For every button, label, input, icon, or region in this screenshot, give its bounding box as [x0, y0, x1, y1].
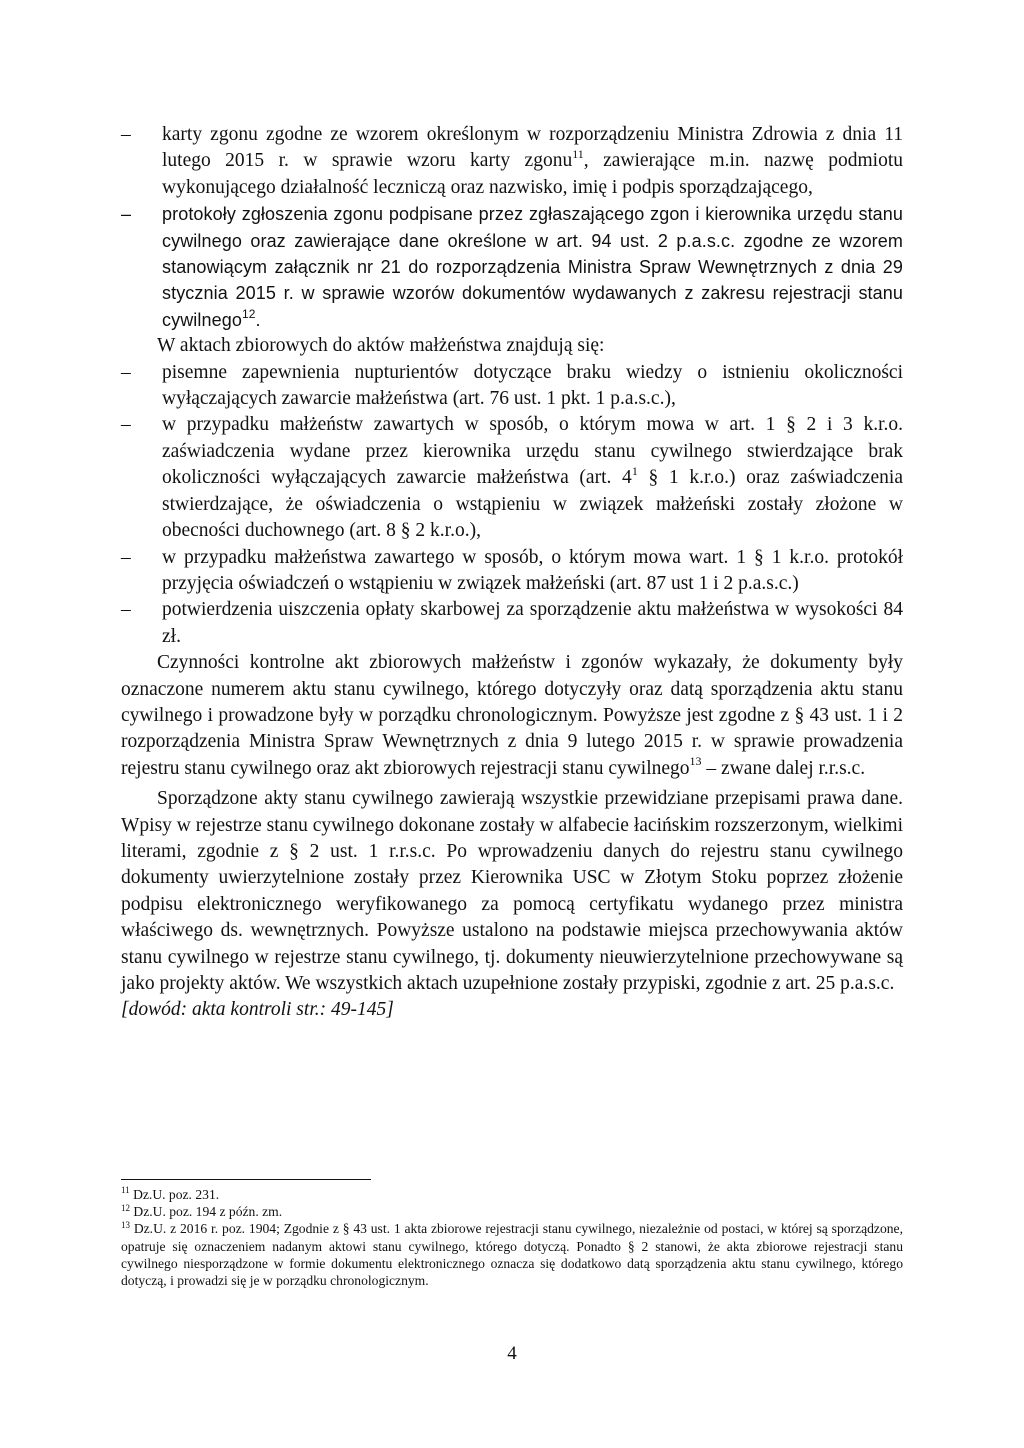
paragraph-text: Czynności kontrolne akt zbiorowych małżeństw i zgonów wykazały, że dokumenty były oznaczone numerem aktu stanu cywilnego, którego dotyczyły oraz datą sporządzenia aktu stanu cywilnego i prowadzone były w porządku chronologicznym. Powyższe jest zgodne z § 43 ust. 1 i 2 rozporządzenia Ministra Spraw Wewnętrznych z dnia 9 lutego 2015 r. w sprawie prowadzenia rejestru stanu cywilnego oraz akt zbiorowych rejestracji stanu cywilnego — [121, 652, 903, 779]
footnote-text: Dz.U. z 2016 r. poz. 1904; Zgodnie z § 43 ust. 1 akta zbiorowe rejestracji stanu cywilnego, niezależnie od postaci, w której są sporządzone, opatruje się oznaczeniem nadanym aktowi stanu cywilnego, którego dotyczą. Ponadto § 2 stanowi, że akta zbiorowe rejestracji stanu cywilnego niesporządzone w formie dokumentu elektronicznego oznacza się dodatkowo datą sporządzenia aktu stanu cywilnego, którego dotyczą, i prowadzi się je w porządku chronologicznym. — [121, 1221, 903, 1289]
list-dash: – — [121, 204, 132, 225]
list-item-stamp-duty — [121, 597, 903, 650]
footnote-number: 11 — [121, 1185, 130, 1196]
paragraph-text-cont: – zwane dalej r.r.s.c. — [701, 757, 866, 779]
footnote-ref-13[interactable]: 13 — [689, 754, 702, 769]
footnote-separator — [121, 1179, 371, 1180]
list-item-text: karty zgonu zgodne ze wzorem określonym w rozporządzeniu Ministra Zdrowia z dnia 11 lutego 2015 r. w sprawie wzoru karty zgonu — [162, 124, 903, 172]
footnote-ref-11[interactable]: 11 — [572, 146, 584, 161]
list-item-text: w przypadku małżeństw zawartych w sposób, o którym mowa w art. 1 § 2 i 3 k.r.o. zaświadczenia wydane przez kierownika urzędu stanu cywilnego stwierdzające brak okoliczności wyłączających zawarcie małżeństwa (art. 4 — [162, 414, 903, 489]
footnote-text: Dz.U. poz. 231. — [129, 1187, 220, 1202]
footnote-12 — [121, 1203, 903, 1220]
list-dash: – — [121, 124, 131, 145]
footnote-ref-12[interactable]: 12 — [241, 306, 256, 321]
list-item-text-cont: . — [255, 309, 261, 330]
list-item-death-card — [121, 122, 903, 201]
list-item-text-cont: , zawierające m.in. nazwę podmiotu wykonującego działalność leczniczą oraz nazwisko, imię i podpis sporządzającego, — [162, 150, 903, 198]
footnote-11 — [121, 1186, 903, 1203]
list-item-text: w przypadku małżeństwa zawartego w sposób, o którym mowa wart. 1 § 1 k.r.o. protokół przyjęcia oświadczeń o wstąpieniu w związek małżeński (art. 87 ust 1 i 2 p.a.s.c.) — [162, 546, 903, 594]
list-dash: – — [121, 546, 131, 568]
list-item-text: potwierdzenia uiszczenia opłaty skarbowej za sporządzenie aktu małżeństwa w wysokości 84 zł. — [162, 599, 903, 647]
list-item-protocol — [121, 545, 903, 598]
list-item-text: pisemne zapewnienia nupturientów dotyczące braku wiedzy o istnieniu okoliczności wyłączających zawarcie małżeństwa (art. 76 ust. 1 pkt. 1 p.a.s.c.), — [162, 361, 903, 410]
superscript: 1 — [631, 463, 638, 478]
page-number: 4 — [507, 1343, 517, 1364]
list-item-death-protocols — [121, 201, 903, 333]
footnote-number: 12 — [121, 1202, 130, 1213]
list-item-text: protokoły zgłoszenia zgonu podpisane przez zgłaszającego zgon i kierownika urzędu stanu cywilnego oraz zawierające dane określone w art. 94 ust. 2 p.a.s.c. zgodne ze wzorem stanowiącym załącznik nr 21 do rozporządzenia Ministra Spraw Wewnętrznych z dnia 29 stycznia 2015 r. w sprawie wzorów dokumentów wydawanych z zakresu rejestracji stanu cywilnego — [162, 204, 903, 330]
list-dash: – — [121, 414, 131, 436]
footnotes — [121, 1186, 903, 1289]
evidence-reference: [dowód: akta kontroli str.: 49-145] — [121, 999, 394, 1021]
list-item-text-cont: § 1 k.r.o.) oraz zaświadczenia stwierdzające, że oświadczenia o wstąpieniu w związek małżeński zostały złożone w obecności duchownego (art. 8 § 2 k.r.o.), — [162, 467, 903, 542]
list-dash: – — [121, 599, 131, 621]
paragraph-control — [121, 650, 903, 782]
footnote-text: Dz.U. poz. 194 z późn. zm. — [130, 1204, 283, 1220]
document-body — [121, 122, 903, 1024]
marriage-intro: W aktach zbiorowych do aktów małżeństwa znajdują się: — [157, 335, 605, 357]
footnote-number: 13 — [121, 1219, 130, 1230]
paragraph-acts: Sporządzone akty stanu cywilnego zawierają wszystkie przewidziane przepisami prawa dane. Wpisy w rejestrze stanu cywilnego dokonane zostały w alfabecie łacińskim rozszerzonym, wielkimi literami, zgodnie z § 2 ust. 1 r.r.s.c. Po wprowadzeniu danych do rejestru stanu cywilnego dokumenty uwierzytelnione zostały przez Kierownika USC w Złotym Stoku poprzez złożenie podpisu elektronicznego weryfikowanego za pomocą certyfikatu wydanego przez ministra właściwego ds. wewnętrznych. Powyższe ustalono na podstawie miejsca przechowywania aktów stanu cywilnego w rejestrze stanu cywilnego, tj. dokumenty nieuwierzytelnione przechowywane są jako projekty aktów. We wszystkich aktach uzupełnione zostały przypiski, zgodnie z art. 25 p.a.s.c. — [121, 788, 903, 994]
footnote-13 — [121, 1220, 903, 1289]
list-item-certificates — [121, 412, 903, 544]
list-dash: – — [121, 361, 131, 383]
list-item-assurances — [121, 360, 903, 413]
